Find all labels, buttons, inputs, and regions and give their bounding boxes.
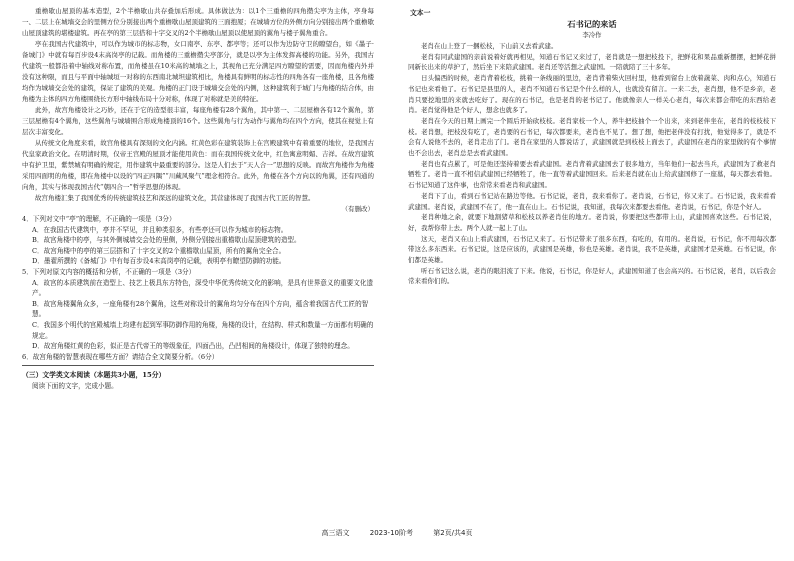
source-note: （有删改） — [341, 205, 374, 213]
question-5-option-a: A．故宫的本质建筑前在造型上、技艺上极具东方特色，深受中华优秀传统文化的影响，是具有世界意义的重要文化遗产。 — [32, 278, 374, 298]
story-paragraph-3: 日头偏西的时候，老肖背着松枝，挑着一条线丽的里边，老肖背着柴火回村里，他看到留台上放着蔬菜、肉和点心，知道石书记也来看他了。石书记是县里的人，老肖不知道石书记是个什么样的人，也就没有留言。一来二去，老肖想，他不是乡亲，老肖只要挖地里的来就去吃好了。现在的石书记，也是老肖的老书记了。他就像亲人一样关心老肖，每次来都会带吃的东西给老肖。老肖觉得他是个好人，想念也就多了。 — [408, 74, 776, 115]
section-3-header: （三）文学类文本阅读（本题共3小题，15分） — [22, 371, 166, 380]
question-4-stem: 4．下列对文中“亭”的理解，不正确的一项是（3分） — [22, 215, 176, 223]
left-paragraph-1: 重檐歇山屋顶的基本造型，2个半檐歇山共存叠加后形成。具体做法为：以1个三重檐的四角攒尖亭为主体，亭身每一、二层上在城墙交会的里侧方位分别接出两个重檐歇山屋顶建筑的三面抱厦；在城墙方位的外侧方向分别接出两个重檐歇山屋顶建筑的堪楼建筑。再在亭的第三层搭和十字交叉的2个半檐歇山屋顶以使屋顶的翼角与楼子翼角重合。 — [22, 7, 374, 37]
question-5-stem: 5．下列对原文内容的概括和分析，不正确的一项是（3分） — [22, 267, 196, 276]
story-paragraph-6: 老肖下了山，看到石书记站在路边等他。石书记说，老肖，我来看你了。老肖说，石书记，你又来了。石书记说，我来看看武建国。老肖说，武建国不在了，他一直在山上。石书记说，我知道，我每次来都要去看他。老肖说，石书记，你是个好人。 — [408, 191, 776, 211]
text-one-label: 文本一 — [410, 9, 431, 17]
right-column — [408, 6, 776, 287]
story-paragraph-5: 老肖也有点累了，可是他还坚持着要去看武建国。老肖背着武建国去了很多地方，当年他们一起去当兵，武建国为了救老肖牺牲了。老肖一直不相信武建国已经牺牲了，他一直等着武建国回来。后来老肖就在山上给武建国修了一座墓，每天都去看他。石书记知道了这件事，也常常来看老肖和武建国。 — [408, 159, 776, 190]
footer-subject: 高三语文 — [321, 529, 350, 537]
story-author: 李冷作 — [582, 31, 602, 39]
story-paragraph-2: 老肖有同武建国的亲前说着好就再相见，知道石书记又来过了，老肖就是一想把枝投下，把鲜花和果品重新摆摆，把鲜花拼同新长出来的草护了，然后坐下来陪武建国。老肖还等活想之武建国。一陪就陪了三十多年。 — [408, 52, 776, 72]
left-paragraph-3: 此外，故宫角楼设计之巧妙，还在于它的造型很丰富，每座角楼有28个翼角，其中第一、二层屋檐各有12个翼角，第三层屋檐有4个翼角，这些翼角与城墙围合形成角楼顶的16个。这些翼角与行为动作与翼角均在四个方向，使其在视觉上有层次丰富变化。 — [22, 106, 374, 136]
story-title: 石书记的来话 — [567, 19, 617, 29]
story-paragraph-7: 老肖种地之余，就要下地割猪草和松枝以养老肖住的地方。老肖说，你要把这些都带上山，武建国喜欢这些。石书记说，好，我帮你带上去。两个人就一起上了山。 — [408, 213, 776, 232]
story-paragraph-9: 听石书记这么说，老肖的眼泪流了下来。他说，石书记，你是好人，武建国知道了也会高兴的。石书记说，老肖，以后我会常来看你们的。 — [408, 266, 776, 286]
footer-exam: 2023-10阶考 — [369, 529, 413, 537]
question-4-option-d: D．墨翟所撰的《备城门》中有每百步设4末高岗亭的记载，表明亭有瞭望防御的功能。 — [32, 257, 286, 266]
question-6-stem: 6．故宫角楼的智慧表现在哪些方面？请结合全文简要分析。（6分） — [22, 352, 219, 361]
story-paragraph-1: 老肖在山上登了一捆松枝，下山前又去看武建。 — [421, 42, 558, 50]
question-4-option-a: A．在我国古代建筑中，亭并不罕见，并且种类很多，有些亭还可以作为城市的标志物。 — [32, 225, 288, 234]
question-4-option-c: C．故宫角楼中的亭的第三层搭和了十字交叉的2个重檐歇山屋顶，所有的翼角完全合。 — [32, 246, 286, 255]
story-paragraph-4: 老肖在今天的日期上画完一个圆后开始砍枝枝。老肖家枝一个人，养牛把枝抽个一个出来，来到老伴坐在，老肖的枝枝枝下枝。老肖想，把枝没有吃了，老肖要的石书记，每次都要来，老肖也不见了。想了想，他把老伴没有打扰，他觉得多了，就是不会有人说他不去的，老肖走出了门。老肖在家里的人都说话了，武建国就是到枝枝上面去了，武建国在老肖的家里做的有个事情也不会出去，老肖总是去看武建国。 — [408, 116, 776, 158]
question-5-option-d: D．故宫角楼红黄的色彩，似正是古代帝王的等级象征，四面凸出，凸凹相间的角楼设计，体现了独特的理念。 — [32, 342, 354, 351]
question-5-option-b: B．故宫角楼翼角众多，一座角楼有28个翼角，这些对称设计的翼角均匀分布在四个方向，蕴含着我国古代工匠的智慧。 — [32, 299, 369, 319]
left-column — [22, 6, 374, 392]
left-paragraph-2: 亭在我国古代建筑中，可以作为城市的标志物，女口南亭、东亭、都亭等；还可以作为边防守卫的瞭望台，如《墨子·备城门》中就有每百步设4末高岗亭的记载。而角楼的三重檐攒尖亭部分，就是以亭为主体发挥高楼的功能。另外，我国古代建筑一般都沿着中轴线对称布置，而角楼虽在10米高的城墙之上，其视角已充分满足四方瞭望的需要，因而角楼内外并没有这种限，而且与平面中轴城垣一对称的东西南北城坦建筑相比，角楼具有鲜明的标志性的四角各有一座角楼，且各角楼均作为城墙交会处的建筑，保证了建筑的美观。角楼的正门设于城墙交会处的内侧，这种建筑利于城门与角楼的结合体，由角楼为主体的四方角楼围绕长方形中轴线布局十分对称，体现了对称就是美的特征。 — [22, 40, 374, 103]
question-4-option-b: B．故宫角楼中的亭，与其外侧城墙交会处的里侧，外侧分别接出重檐歇山屋顶建筑的造型。 — [32, 236, 301, 245]
question-5-option-c: C．我国多个明代的宫殿城墙上均建有起到军事防御作用的角楼，角楼的设计，在结构、样式和数量一方面都有明确的规定。 — [32, 320, 374, 340]
section-divider — [22, 365, 374, 366]
left-paragraph-5: 故宫角楼汇集了我国优秀的传统建筑技艺和深远的建筑文化，其营建体现了我国古代工匠的智慧。 — [35, 194, 315, 202]
left-paragraph-4: 从传统文化角度来看，故宫角楼具有深刻的文化内涵。红黄色彩在建筑装饰上在宫殿建筑中有着重要的地位，是我国古代皇家政治文化。在明清时期，仅帝王宫殿的屋顶才能使用黄色：而在我国传统文化中，红色寓意明媚、吉祥。在故宫建筑中有护卫里，紫禁城有明确的规定，用作建筑中最重要的部分。这是人们去于“天人合一”思想的反映。而故宫角楼作为角楼采用四面明的角楼，即在角楼中以设的“四正四隅”“川藏风聚气”理念相符合。此外，角楼在各个方向以的角翼，还有四通的向角，其实与体现我国古代“朝四合一”哲学思想的体现。 — [22, 139, 374, 191]
story-paragraph-8: 这天，老肖又在山上看武建国，石书记又来了。石书记带来了很多东西，有吃的，有用的。老肖说，石书记，你不用每次都带这么多东西来。石书记说，这是应该的，武建国是英雄，你也是英雄。老肖说，我不是英雄，武建国才是英雄。石书记说，你们都是英雄。 — [408, 234, 776, 265]
section-3-instruction: 阅读下面的文字，完成小题。 — [32, 382, 118, 391]
page-footer — [0, 528, 794, 538]
footer-page-number: 第2页/共4页 — [433, 529, 473, 537]
